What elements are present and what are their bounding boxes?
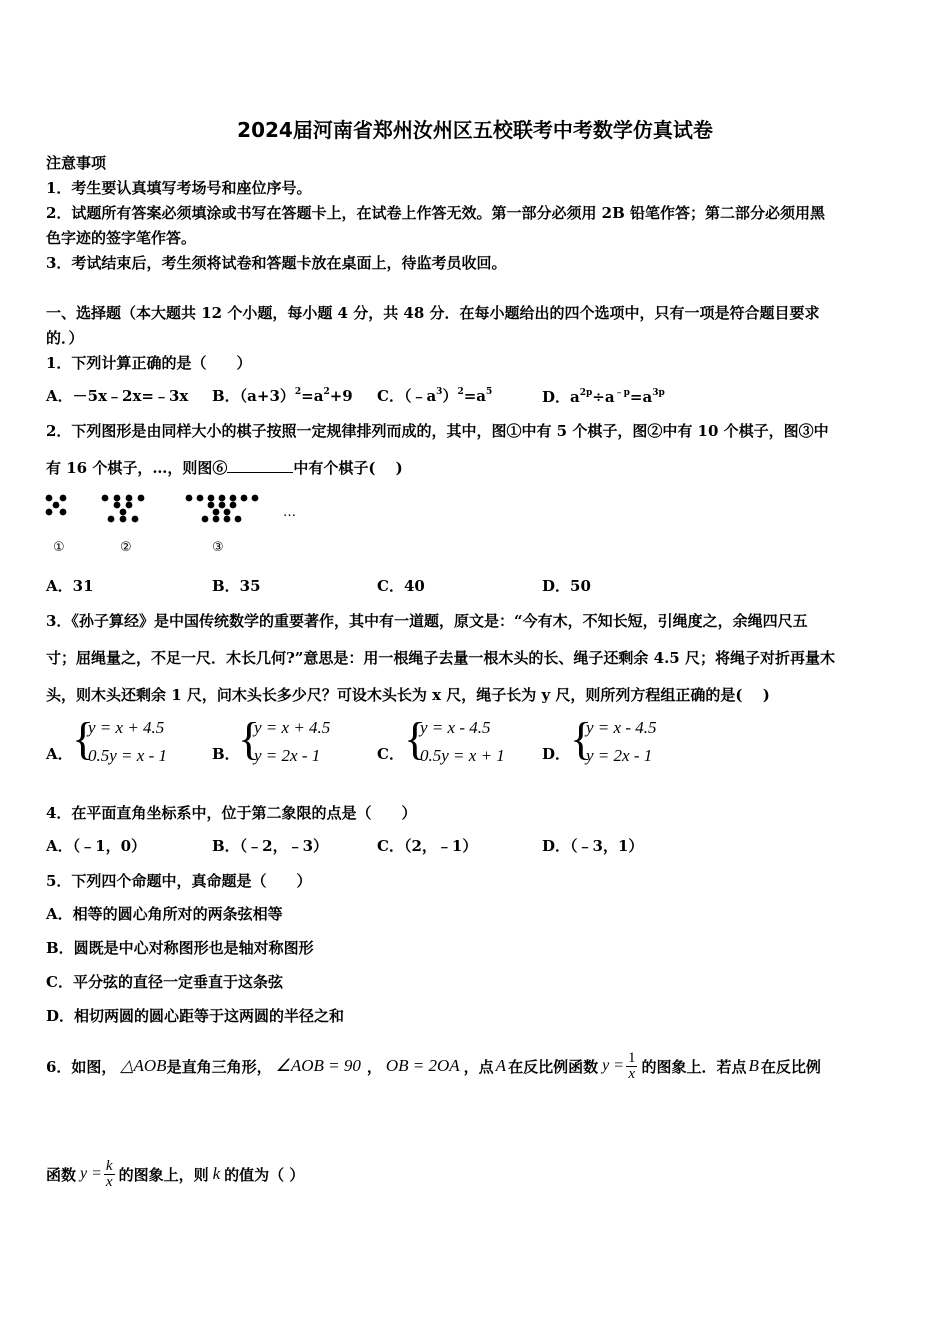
q3-option-b-eq1: y = x + 4.5 xyxy=(254,718,331,737)
section-heading: 一、选择题（本大题共 12 个小题，每小题 4 分，共 48 分．在每小题给出的四个选项中，只有一项是符合题目要求 xyxy=(46,304,820,322)
q1-option-b: B．$(a+3)^2=a^2+9$ xyxy=(212,387,353,405)
q5-option-d: D．相切两圆的圆心距等于这两圆的半径之和 xyxy=(46,1007,345,1025)
q3-option-c-label: C． xyxy=(377,745,404,763)
notice-item: 2．试题所有答案必须填涂或书写在答题卡上，在试卷上作答无效。第一部分必须用 2B 铅笔作答；第二部分必须用黑 xyxy=(46,204,826,222)
q5-option-b: B．圆既是中心对称图形也是轴对称图形 xyxy=(46,939,314,957)
q5-option-a: A．相等的圆心角所对的两条弦相等 xyxy=(46,905,283,923)
brace: { xyxy=(72,713,95,764)
q4-stem: 4．在平面直角坐标系中，位于第二象限的点是（ ） xyxy=(46,804,417,822)
ellipsis: … xyxy=(283,505,296,520)
section-heading-cont: 的．） xyxy=(46,329,84,347)
figure-caption: ③ xyxy=(212,540,224,555)
q3-stem-cont: 头，则木头还剩余 1 尺，问木头长多少尺？可设木头长为 x 尺，绳子长为 y 尺，则所列方程组正确的是( ) xyxy=(46,686,770,704)
q3-option-b-label: B． xyxy=(212,745,240,763)
q5-stem: 5．下列四个命题中，真命题是（ ） xyxy=(46,872,312,890)
q3-option-a-label: A． xyxy=(46,745,73,763)
q3-option-c-eq2: 0.5y = x + 1 xyxy=(420,746,505,765)
notice-item: 色字迹的签字笔作答。 xyxy=(46,229,197,247)
q2-option-b: B．35 xyxy=(212,577,261,595)
q3-option-c-eq1: y = x - 4.5 xyxy=(420,718,491,737)
brace: { xyxy=(570,713,593,764)
chess-pattern-figures xyxy=(40,490,300,535)
q3-option-d-label: D． xyxy=(542,745,571,763)
q3-option-d-eq2: y = 2x - 1 xyxy=(586,746,653,765)
figure-2 xyxy=(102,495,145,523)
q1-stem: 1．下列计算正确的是（ ） xyxy=(46,354,252,372)
q3-option-b-eq2: y = 2x - 1 xyxy=(254,746,321,765)
q3-option-d-eq1: y = x - 4.5 xyxy=(586,718,657,737)
figure-1 xyxy=(46,495,67,516)
notice-item: 1．考生要认真填写考场号和座位序号。 xyxy=(46,179,312,197)
fraction: $\frac{1}{x}$ xyxy=(627,1049,636,1082)
brace: { xyxy=(238,713,261,764)
q1-option-c: C．$(﹣a^3)^2=a^5$ xyxy=(377,387,493,405)
q3-stem: 3．《孙子算经》是中国传统数学的重要著作，其中有一道题，原文是：“今有木，不知长短，引绳度之，余绳四尺五 xyxy=(46,612,808,630)
q4-option-d: D．（﹣3，1） xyxy=(542,837,644,855)
notice-item: 3．考试结束后，考生须将试卷和答题卡放在桌面上，待监考员收回。 xyxy=(46,254,507,272)
q3-option-a-eq1: y = x + 4.5 xyxy=(88,718,165,737)
q4-option-a: A．（﹣1，0） xyxy=(46,837,147,855)
q4-option-c: C．（2，﹣1） xyxy=(377,837,478,855)
q3-option-a-eq2: 0.5y = x - 1 xyxy=(88,746,167,765)
q3-stem-cont: 寸；屈绳量之，不足一尺．木长几何?”意思是：用一根绳子去量一根木头的长、绳子还剩余 4.5 尺；将绳子对折再量木 xyxy=(46,649,835,667)
q1-option-a: A．－5x﹣2x=﹣3x xyxy=(46,387,189,405)
q1-option-d: D．$a^{2p}\div a^{﹣p}=a^{3p}$ xyxy=(542,388,665,406)
figure-caption: ① xyxy=(53,540,65,555)
q5-option-c: C．平分弦的直径一定垂直于这条弦 xyxy=(46,973,283,991)
q4-option-b: B．（﹣2，﹣3） xyxy=(212,837,329,855)
figure-caption: ② xyxy=(120,540,132,555)
q2-stem-cont: 有 16 个棋子，…，则图⑥ 中有个棋子( ) xyxy=(46,459,403,477)
q6-stem-cont: 函数 y = $\frac{k}{x}$ 的图象上，则 k 的值为（ ） xyxy=(46,1157,305,1190)
brace: { xyxy=(404,713,427,764)
q2-option-d: D．50 xyxy=(542,577,591,595)
figure-3 xyxy=(186,495,259,523)
answer-blank xyxy=(227,458,293,473)
fraction: $\frac{k}{x}$ xyxy=(105,1157,113,1190)
q2-option-a: A．31 xyxy=(46,577,94,595)
q2-stem: 2．下列图形是由同样大小的棋子按照一定规律排列而成的，其中，图①中有 5 个棋子，图②中有 10 个棋子，图③中 xyxy=(46,422,829,440)
notice-heading: 注意事项 xyxy=(46,154,107,172)
page-title: 2024届河南省郑州汝州区五校联考中考数学仿真试卷 xyxy=(237,118,713,142)
q6-stem: 6．如图， △AOB 是直角三角形， ∠AOB = 90 ， OB = 2OA ，点 A 在反比例函数 y = $\frac{1}{x}$ 的图象上．若点 B 在反比例 xyxy=(46,1049,821,1082)
q2-option-c: C．40 xyxy=(377,577,425,595)
